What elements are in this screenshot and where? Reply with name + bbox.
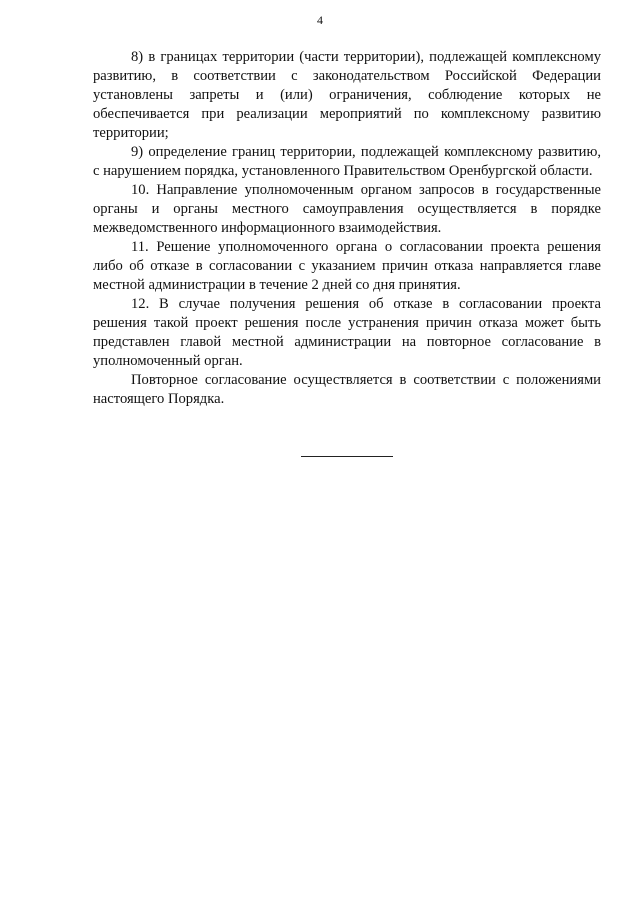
- paragraph-item-12: 12. В случае получения решения об отказе в согласовании проекта решения такой проект решения после устранения причин отказа может быть представлен главой местной администрации на повторное согласование в уполномоченный орган.: [93, 296, 601, 369]
- paragraph-item-9: 9) определение границ территории, подлежащей комплексному развитию, с нарушением порядка, установленного Правительством Оренбургской области.: [93, 144, 601, 179]
- paragraph-repeat-approval: Повторное согласование осуществляется в соответствии с положениями настоящего Порядка.: [93, 372, 601, 407]
- end-divider: [301, 456, 393, 457]
- document-body: [93, 48, 601, 409]
- page-number: 4: [317, 13, 323, 27]
- paragraph-item-8: 8) в границах территории (части территории), подлежащей комплексному развитию, в соответствии с законодательством Российской Федерации установлены запреты и (или) ограничения, соблюдение которых не обеспечивается при реализации мероприятий по комплексному развитию территории;: [93, 49, 601, 141]
- paragraph-item-10: 10. Направление уполномоченным органом запросов в государственные органы и органы местного самоуправления осуществляется в порядке межведомственного информационного взаимодействия.: [93, 182, 601, 236]
- paragraph-item-11: 11. Решение уполномоченного органа о согласовании проекта решения либо об отказе в согласовании с указанием причин отказа направляется главе местной администрации в течение 2 дней со дня принятия.: [93, 239, 601, 293]
